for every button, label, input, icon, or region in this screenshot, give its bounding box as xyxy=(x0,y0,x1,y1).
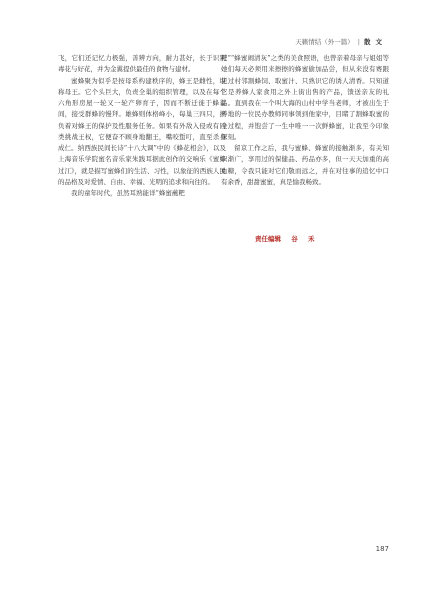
paragraph: 飞，它们还记忆力极强，善辨方向，耐力甚好，长于识别毒花与好花，并为金翼提供最佳的食物与建材。 xyxy=(58,54,226,74)
editor-label: 责任编辑 xyxy=(255,235,281,243)
editor-name: 谷 禾 xyxy=(291,235,319,243)
paragraph: 我的童年时代，虽然耳熟能详“蜂蜜蘸粑 xyxy=(71,189,185,197)
paragraph: 留京工作之后，我与蜜蜂、蜂蜜的接触渐多，有关知识渐广，享用过的保健品、药品亦多，但一天天加重的高血糖，令我只能对它们敬而远之，并在对往事的追忆中口有余香，甜甜蜜蜜，真是愉我畅致。 xyxy=(221,144,389,186)
editor-credit xyxy=(255,234,319,243)
article-title: 天籁情结（外一篇） xyxy=(295,38,354,46)
paragraph: 粑”“蜂蜜闹清灰”之类的美食照语，也曾亲着母亲与姐姐等她们每天必须用来擦擦的蜂蜜偷加品尝，但从来没有赛跟见过村邻割蜂饲、取蜜汁、只熟识它的诱人清香。只知道它是养蜂人家食用之外上街出售的产品，馈送亲友的礼品。直到我在一个叫大海的山村中学当老师，才被出生于养地的一位民办教师同事领到他家中，目睹了割蜂取蜜的全过程，并饱尝了一生中唯一一次鲜蜂蜜，让我至今印象深刻。 xyxy=(221,54,389,141)
running-header xyxy=(295,37,387,46)
page-number: 187 xyxy=(375,545,389,553)
paragraph: 蜜蜂聚为似乎是按母系构建秩序的，蜂王是雌性，堪称母王。它个头巨大，负责全巢的组织管理，以及在每个六角形房屋一轮又一轮产卵育子，因而不断迁徙于蜂巢间，接受群蜂的慢拜。雄蜂则体格峰小，每巢三四只，担负着对蜂王的保护及性服务任务。如果有外敌入侵或有同类挑战王权，它便奋不顾身地翻王，嘴咬蜇叮，直至杀身成仁。纳西族民间长诗“十八大调”中的《蜂花相会》，以及上海音乐学院蜜名音乐家朱践耳据此创作的交响乐《蜜蜂过江》，就是描写蜜蜂们的生活、习性，以象征的西族人民的品格及对爱情、自由、幸福、光明的追求和向往的。 xyxy=(58,76,226,186)
section-label: 散文 xyxy=(364,38,387,46)
right-text-column xyxy=(221,53,389,188)
header-separator: | xyxy=(357,37,360,46)
left-text-column xyxy=(58,53,226,199)
